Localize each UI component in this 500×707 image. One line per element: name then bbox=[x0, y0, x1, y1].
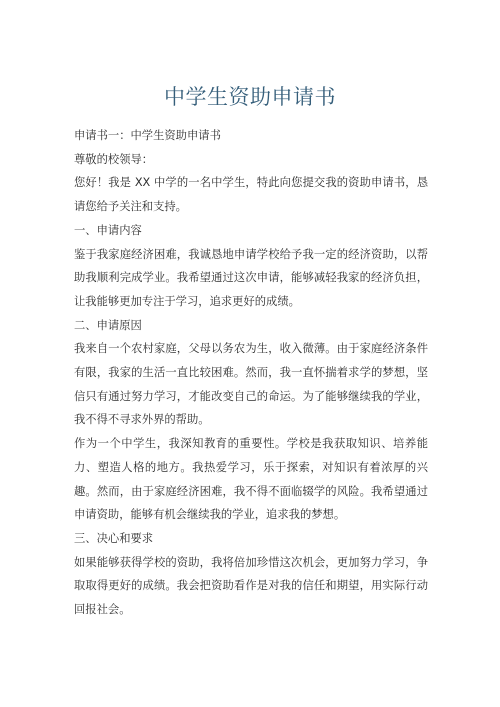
section-heading-resolve: 三、决心和要求 bbox=[74, 531, 154, 545]
section-heading-reason: 二、申请原因 bbox=[74, 318, 142, 332]
paragraph-heading-label: 申请书一：中学生资助申请书 bbox=[74, 129, 221, 142]
paragraph-reason-2: 作为一个中学生，我深知教育的重要性。学校是我获取知识、培养能力、塑造人格的地方。我热爱学习，乐于探索，对知识有着浓厚的兴趣。然而，由于家庭经济困难，我不得不面临辍学的风险。我希望通过申请资助，能够有机会继续我的学业，追求我的梦想。 bbox=[74, 437, 428, 522]
document-body bbox=[74, 124, 428, 622]
paragraph-reason-1: 我来自一个农村家庭，父母以务农为生，收入微薄。由于家庭经济条件有限，我家的生活一直比较困难。然而，我一直怀揣着求学的梦想，坚信只有通过努力学习，才能改变自己的命运。为了能够继续我的学业，我不得不寻求外界的帮助。 bbox=[74, 342, 428, 427]
paragraph-resolve: 如果能够获得学校的资助，我将倍加珍惜这次机会，更加努力学习，争取取得更好的成绩。我会把资助看作是对我的信任和期望，用实际行动回报社会。 bbox=[74, 555, 428, 617]
document-title: 中学生资助申请书 bbox=[164, 85, 336, 109]
paragraph-salutation: 尊敬的校领导： bbox=[74, 152, 154, 166]
paragraph-content: 鉴于我家庭经济困难，我诚恳地申请学校给予我一定的经济资助，以帮助我顺利完成学业。我希望通过这次申请，能够减轻我家的经济负担，让我能够更加专注于学习，追求更好的成绩。 bbox=[74, 247, 428, 308]
section-heading-content: 一、申请内容 bbox=[74, 223, 142, 237]
paragraph-greeting: 您好！我是 XX 中学的一名中学生，特此向您提交我的资助申请书，恳请您给予关注和支持。 bbox=[74, 176, 428, 214]
